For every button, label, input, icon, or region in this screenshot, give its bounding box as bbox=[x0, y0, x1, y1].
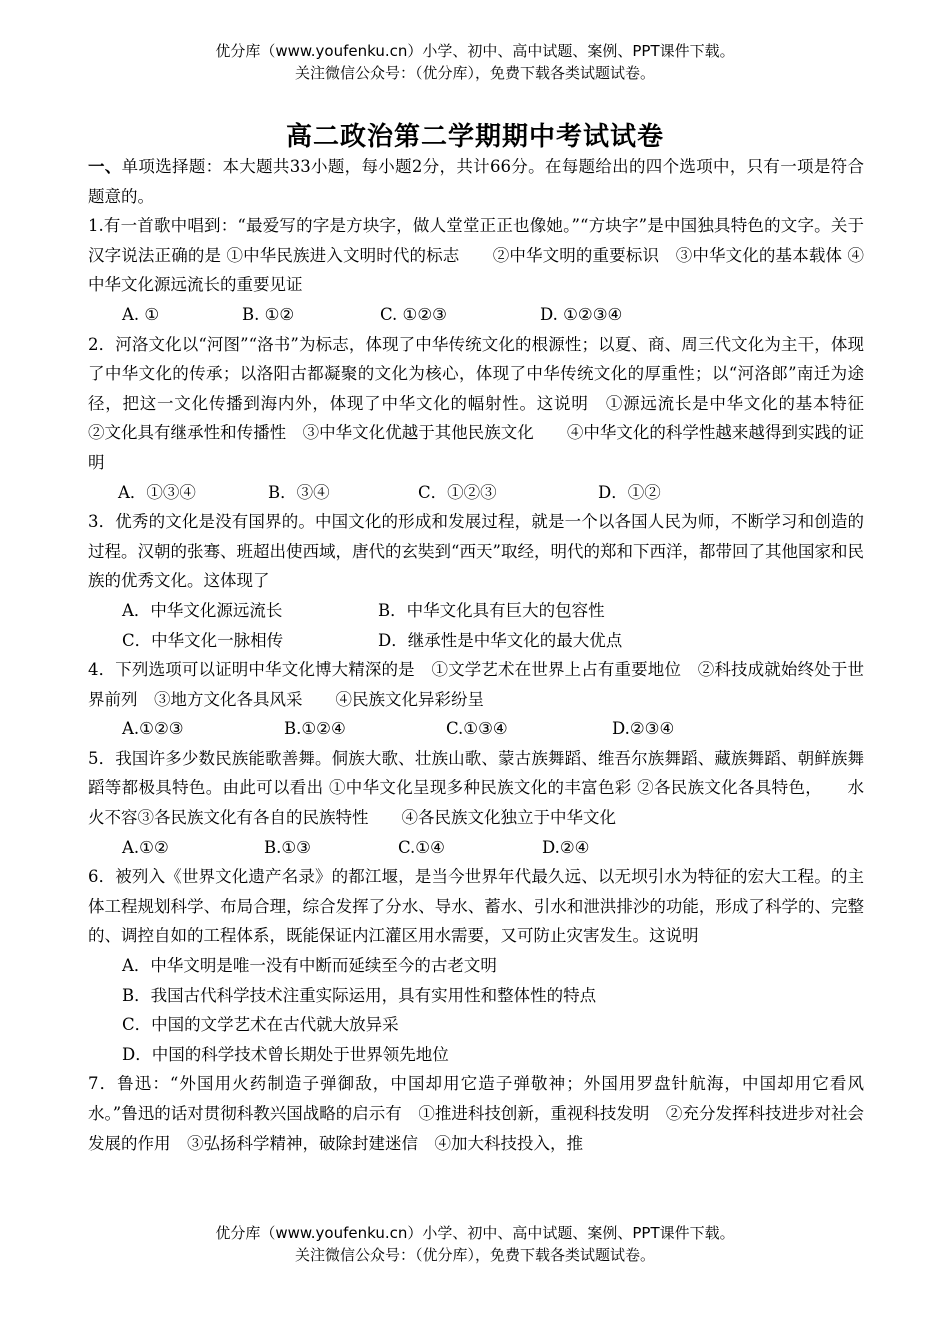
question-stem: 4．下列选项可以证明中华文化博大精深的是 ①文学艺术在世界上占有重要地位 ②科技成就始终处于世界前列 ③地方文化各具风采 ④民族文化异彩纷呈 bbox=[88, 660, 864, 709]
page-title: 高二政治第二学期期中考试试卷 bbox=[285, 122, 664, 152]
option-c: C．①②③ bbox=[418, 482, 497, 502]
header-line-2: 关注微信公众号：（优分库），免费下载各类试题试卷。 bbox=[294, 64, 655, 82]
question-options bbox=[88, 714, 864, 744]
option-a: A.①②③ bbox=[122, 719, 184, 739]
option-b: B．我国古代科学技术注重实际运用，具有实用性和整体性的特点 bbox=[122, 985, 597, 1005]
option-c: C．中国的文学艺术在古代就大放异采 bbox=[122, 1015, 399, 1035]
question-stem: 5．我国许多少数民族能歌善舞。侗族大歌、壮族山歌、蒙古族舞蹈、维吾尔族舞蹈、藏族舞蹈、朝鲜族舞蹈等都极具特色。由此可以看出 ①中华文化呈现多种民族文化的丰富色彩 ②各民族文化各具特色， 水火不容③各民族文化有各自的民族特性 ④各民族文化独立于中华文化 bbox=[88, 748, 864, 828]
option-d: D.②③④ bbox=[612, 719, 675, 739]
option-c: C．中华文化一脉相传 bbox=[122, 630, 284, 650]
option-c: C.①③④ bbox=[446, 719, 508, 739]
option-c: C.①④ bbox=[398, 837, 445, 857]
option-d: D．①② bbox=[598, 482, 661, 502]
option-d: D．中国的科学技术曾长期处于世界领先地位 bbox=[122, 1044, 449, 1064]
footer-line-2: 关注微信公众号：（优分库），免费下载各类试题试卷。 bbox=[294, 1246, 655, 1264]
option-a: A. ① bbox=[122, 304, 160, 324]
option-b: B. ①② bbox=[242, 304, 295, 324]
section-text: 单项选择题：本大题共33小题，每小题2分，共计66分。在每题给出的四个选项中，只有一项是符合题意的。 bbox=[88, 157, 864, 206]
question-options bbox=[88, 833, 864, 863]
option-b: B．中华文化具有巨大的包容性 bbox=[378, 600, 605, 620]
question-options bbox=[88, 596, 864, 626]
option-b: B.①③ bbox=[264, 837, 311, 857]
question-stem: 1.有一首歌中唱到：“最爱写的字是方块字，做人堂堂正正也像她。”“方块字”是中国独具特色的文字。关于汉字说法正确的是 ①中华民族进入文明时代的标志 ②中华文明的重要标识 ③中华文化的基本载体 ④中华文化源远流长的重要见证 bbox=[88, 216, 864, 295]
option-d: D.②④ bbox=[542, 837, 590, 857]
option-a: A.①② bbox=[122, 837, 169, 857]
page-header bbox=[0, 40, 950, 84]
page-footer bbox=[0, 1222, 950, 1266]
question-stem: 6．被列入《世界文化遗产名录》的都江堰，是当今世界年代最久远、以无坝引水为特征的宏大工程。的主体工程规划科学、布局合理，综合发挥了分水、导水、蓄水、引水和泄洪排沙的功能，形成了科学的、完整的、调控自如的工程体系，既能保证内江灌区用水需要，又可防止灾害发生。这说明 bbox=[88, 867, 864, 946]
question-options bbox=[88, 626, 864, 656]
header-line-1: 优分库（www.youfenku.cn）小学、初中、高中试题、案例、PPT课件下载。 bbox=[215, 42, 735, 60]
question-stem: 2．河洛文化以“河图”“洛书”为标志，体现了中华传统文化的根源性；以夏、商、周三代文化为主干，体现了中华文化的传承；以洛阳古都凝聚的文化为核心，体现了中华传统文化的厚重性；以“河洛郎”南迁为途径，把这一文化传播到海内外，体现了中华文化的幅射性。这说明 ①源远流长是中华文化的基本特征 ②文化具有继承性和传播性 ③中华文化优越于其他民族文化 ④中华文化的科学性越来越得到实践的证明 bbox=[88, 334, 897, 472]
option-c: C. ①②③ bbox=[380, 304, 447, 324]
question-options bbox=[88, 300, 864, 330]
exam-content bbox=[88, 152, 897, 1158]
question-options bbox=[88, 478, 864, 508]
option-b: B.①②④ bbox=[284, 719, 346, 739]
option-d: D. ①②③④ bbox=[540, 304, 623, 324]
section-instructions bbox=[88, 152, 864, 211]
question-stem: 7．鲁迅：“外国用火药制造子弹御敌，中国却用它造子弹敬神；外国用罗盘针航海，中国却用它看风水。”鲁迅的话对贯彻科教兴国战略的启示有 ①推进科技创新，重视科技发明 ②充分发挥科技进步对社会发展的作用 ③弘扬科学精神，破除封建迷信 ④加大科技投入，推 bbox=[88, 1074, 864, 1153]
section-label: 一、 bbox=[88, 157, 122, 176]
option-d: D．继承性是中华文化的最大优点 bbox=[378, 630, 623, 650]
footer-line-1: 优分库（www.youfenku.cn）小学、初中、高中试题、案例、PPT课件下载。 bbox=[215, 1224, 735, 1242]
option-a: A．中华文明是唯一没有中断而延续至今的古老文明 bbox=[122, 956, 497, 976]
question-stem: 3．优秀的文化是没有国界的。中国文化的形成和发展过程，就是一个以各国人民为师，不断学习和创造的过程。汉朝的张骞、班超出使西域，唐代的玄奘到“西天”取经，明代的郑和下西洋，都带回了其他国家和民族的优秀文化。这体现了 bbox=[88, 512, 864, 591]
option-b: B．③④ bbox=[268, 482, 330, 502]
option-a: A．①③④ bbox=[118, 482, 196, 502]
option-a: A．中华文化源远流长 bbox=[122, 600, 283, 620]
